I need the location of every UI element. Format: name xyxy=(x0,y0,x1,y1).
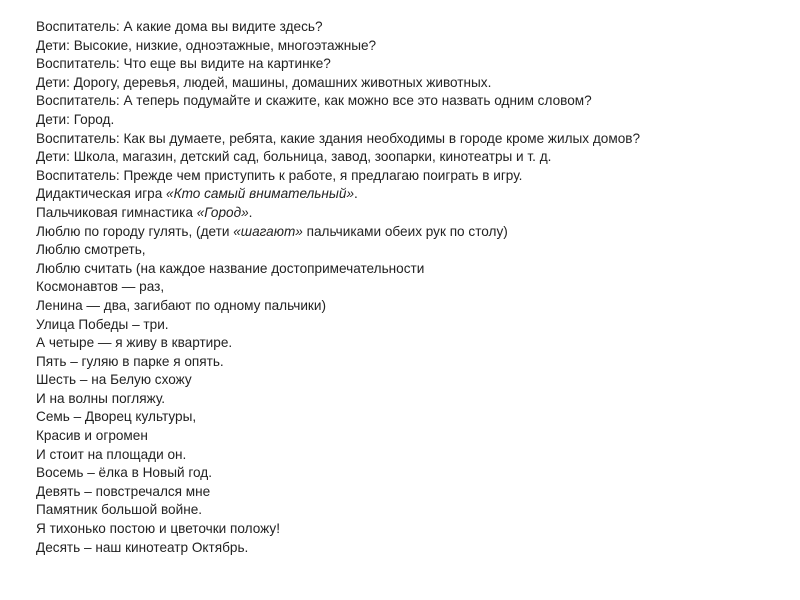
poem-line: Пять – гуляю в парке я опять. xyxy=(36,353,224,369)
poem-line: И стоит на площади он. xyxy=(36,446,187,462)
poem-first-line xyxy=(36,223,776,242)
dialogue-line: Дети: Школа, магазин, детский сад, больница, завод, зоопарки, кинотеатры и т. д. xyxy=(36,149,552,165)
game-heading xyxy=(36,185,776,204)
poem-first-emph: «шагают» xyxy=(233,223,303,239)
poem-line: Десять – наш кинотеатр Октябрь. xyxy=(36,539,249,555)
poem-line: А четыре — я живу в квартире. xyxy=(36,335,233,351)
gymnastics-heading xyxy=(36,204,776,223)
gymnastics-title: «Город» xyxy=(196,204,249,220)
game-suffix: . xyxy=(354,186,358,202)
game-title: «Кто самый внимательный» xyxy=(166,186,355,202)
game-prefix: Дидактическая игра xyxy=(36,186,167,202)
poem-line: Улица Победы – три. xyxy=(36,316,169,332)
gymnastics-prefix: Пальчиковая гимнастика xyxy=(36,204,197,220)
poem-line: Шесть – на Белую схожу xyxy=(36,372,192,388)
dialogue-line: Воспитатель: А какие дома вы видите здесь? xyxy=(36,19,323,34)
poem-line: Красив и огромен xyxy=(36,428,148,444)
dialogue-line: Воспитатель: Что еще вы видите на картинке? xyxy=(36,56,331,72)
dialogue-line: Дети: Высокие, низкие, одноэтажные, многоэтажные? xyxy=(36,37,377,53)
dialogue-line: Дети: Город. xyxy=(36,111,115,127)
poem-first-prefix: Люблю по городу гулять, (дети xyxy=(36,223,234,239)
poem-line: Космонавтов — раз, xyxy=(36,279,165,295)
dialogue-line: Воспитатель: А теперь подумайте и скажите, как можно все это назвать одним словом? xyxy=(36,93,592,109)
poem-first-suffix: пальчиками обеих рук по столу) xyxy=(302,223,508,239)
poem-line: Люблю смотреть, xyxy=(36,242,146,258)
poem-line: Ленина — два, загибают по одному пальчики) xyxy=(36,297,326,313)
dialogue-line: Дети: Дорогу, деревья, людей, машины, домашних животных животных. xyxy=(36,74,492,90)
dialogue-line: Воспитатель: Как вы думаете, ребята, какие здания необходимы в городе кроме жилых домов? xyxy=(36,130,641,146)
poem-line: Я тихонько постою и цветочки положу! xyxy=(36,521,280,537)
gymnastics-suffix: . xyxy=(248,204,253,220)
lesson-text xyxy=(36,18,776,557)
poem-line: И на волны погляжу. xyxy=(36,390,166,406)
dialogue-line: Воспитатель: Прежде чем приступить к работе, я предлагаю поиграть в игру. xyxy=(36,167,523,183)
poem-line: Девять – повстречался мне xyxy=(36,483,211,499)
poem-line: Восемь – ёлка в Новый год. xyxy=(36,465,212,481)
poem-line: Люблю считать (на каждое название достопримечательности xyxy=(36,260,425,276)
poem-line: Памятник большой войне. xyxy=(36,502,203,518)
poem-line: Семь – Дворец культуры, xyxy=(36,409,197,425)
